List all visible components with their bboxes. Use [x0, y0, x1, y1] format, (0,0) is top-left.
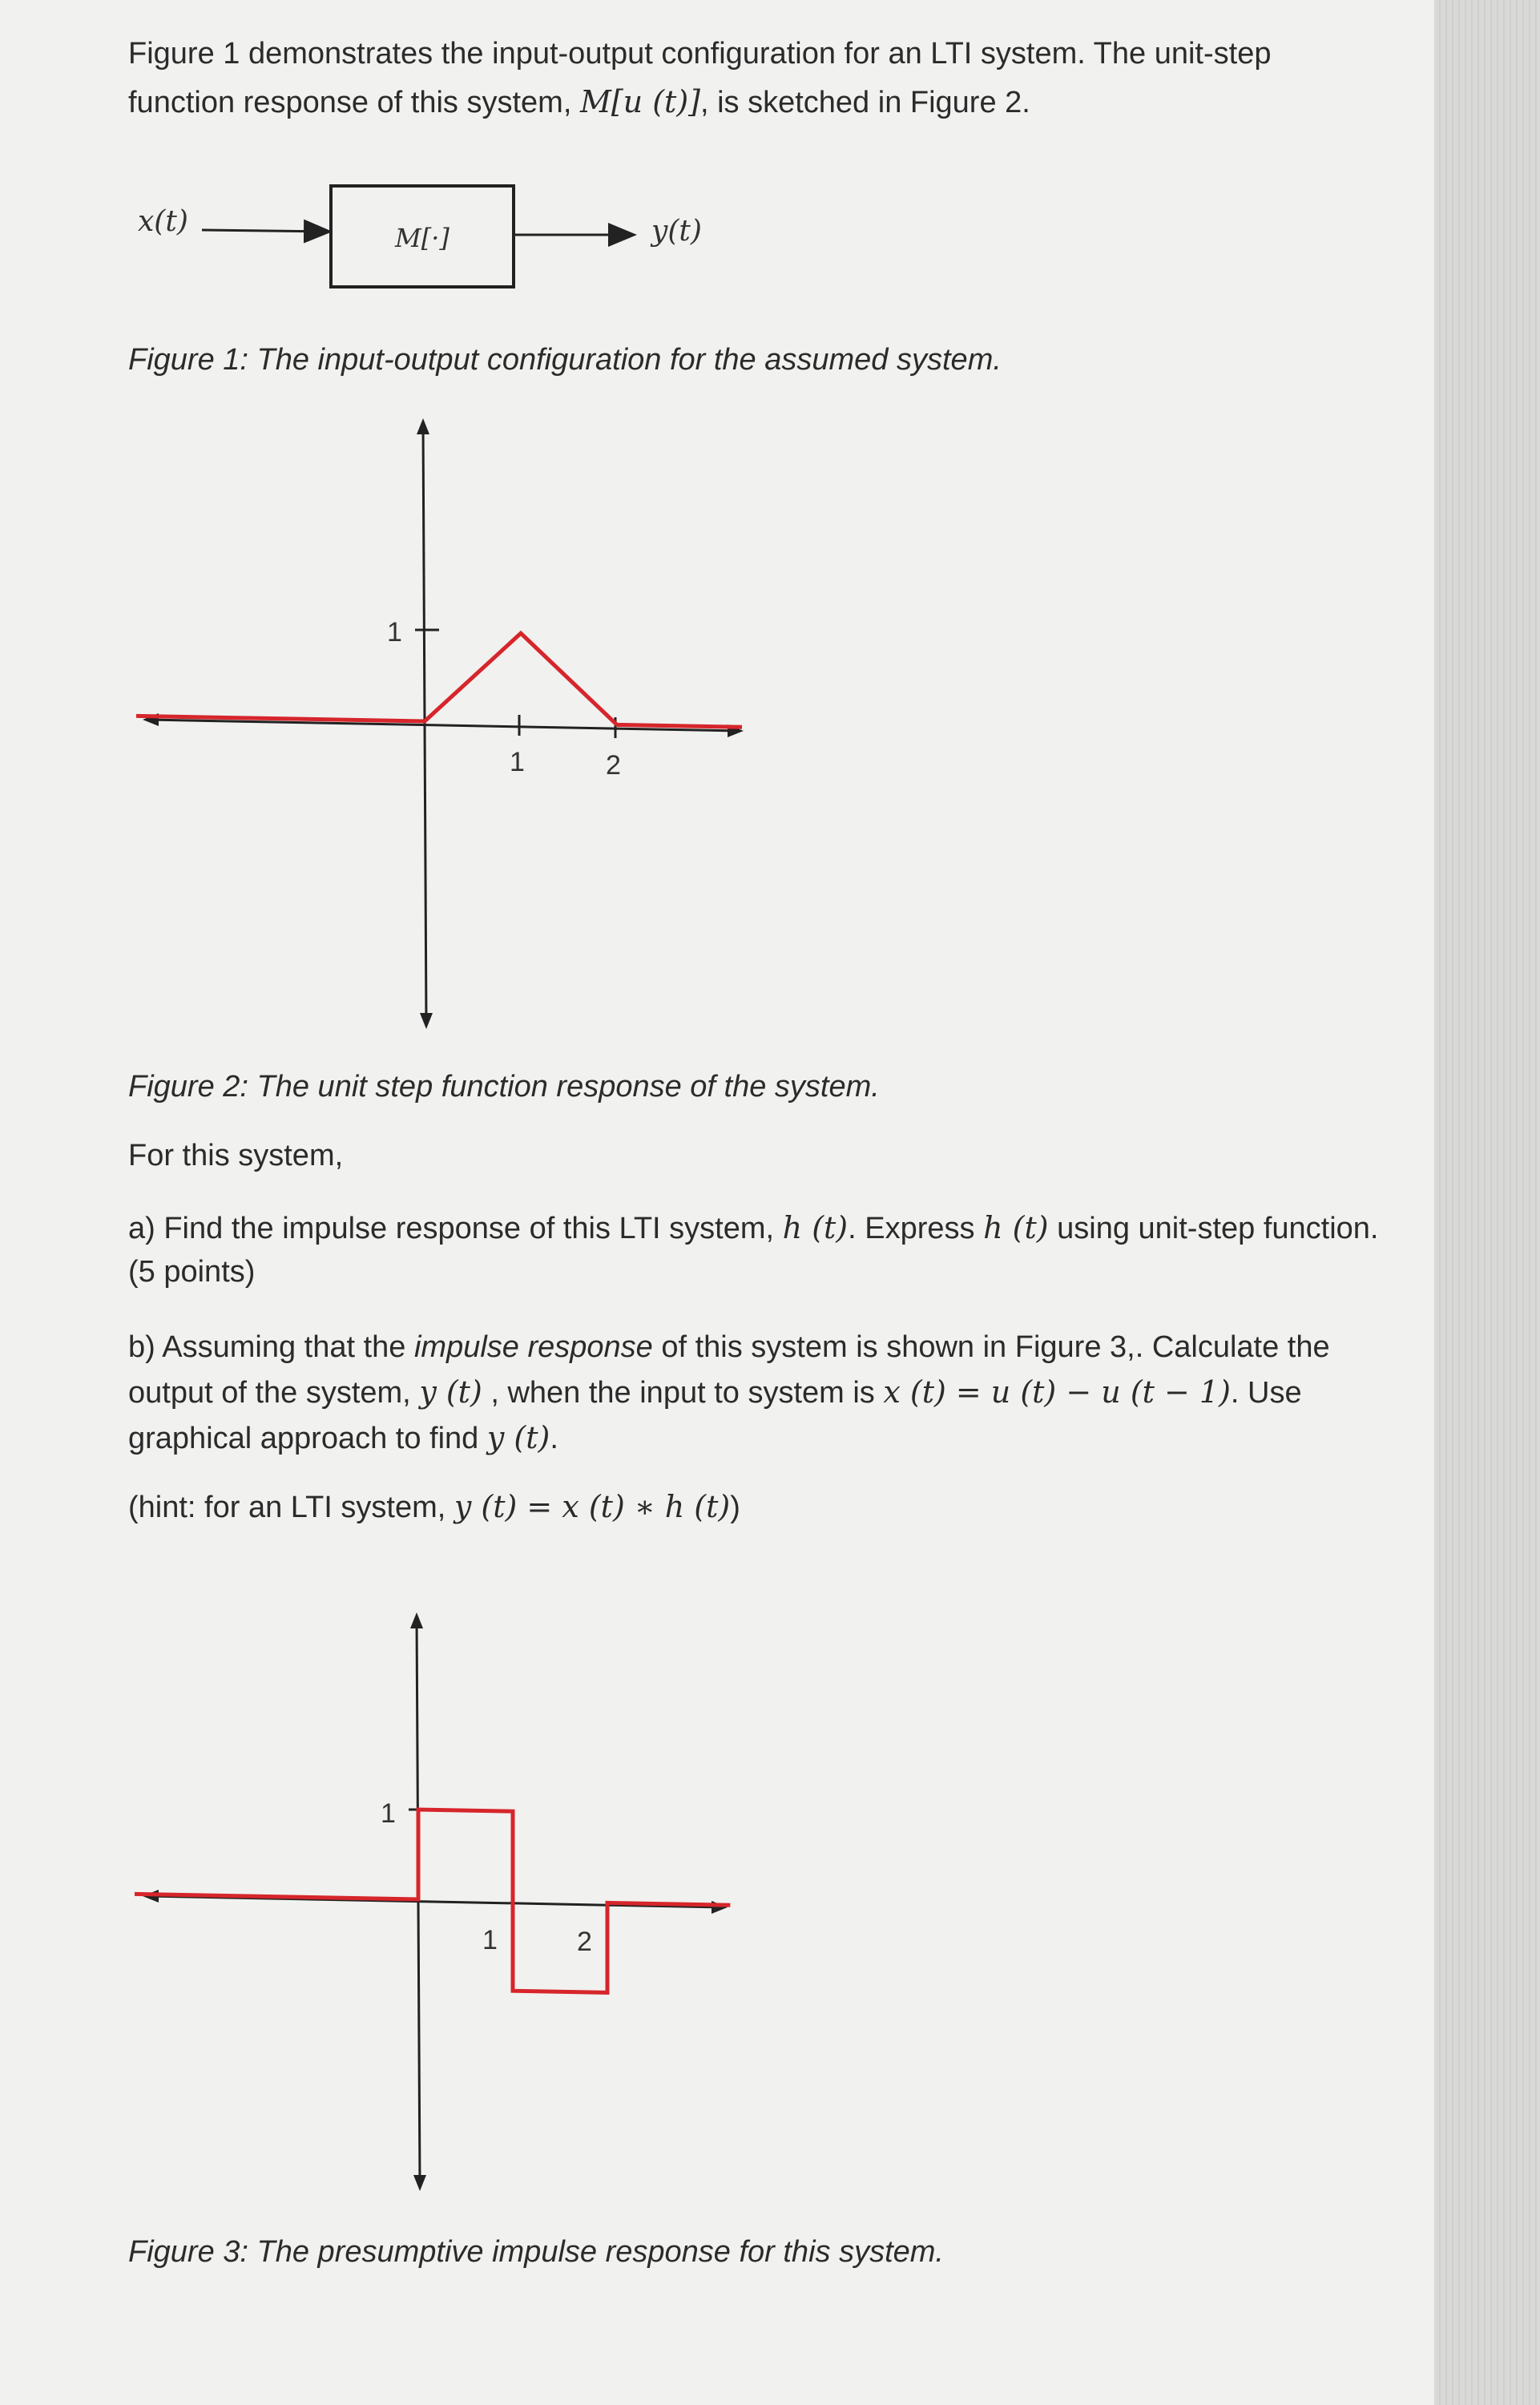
hint-text-end: ) — [730, 1491, 740, 1524]
qb-emphasis: impulse response — [413, 1330, 653, 1364]
qb-text-end: of this system is shown in Figure 3,. Calculate the — [652, 1330, 1330, 1364]
fig3-y-axis-arrow-down — [413, 2175, 426, 2191]
qb2-text: output of the system, — [128, 1376, 420, 1410]
fig2-ytick-1: 1 — [387, 617, 402, 648]
math-h-t: h (t) — [782, 1210, 849, 1245]
fig2-xtick-1: 1 — [510, 747, 525, 777]
fig2-xtick-2: 2 — [606, 750, 621, 781]
math-y-t-2: y (t) — [486, 1420, 550, 1455]
for-this-system: For this system, — [128, 1139, 344, 1172]
input-label: x(t) — [138, 205, 188, 238]
intro-text-end: , is sketched in Figure 2. — [699, 86, 1030, 119]
math-h-t-2: h (t) — [983, 1210, 1049, 1245]
math-x-t-def: x (t) = u (t) − u (t − 1) — [883, 1374, 1231, 1410]
math-convolution: y (t) = x (t) ∗ h (t) — [454, 1489, 731, 1524]
intro-text: function response of this system, — [128, 86, 580, 119]
question-a-line-2: (5 points) — [128, 1255, 256, 1289]
hint-text: (hint: for an LTI system, — [128, 1491, 454, 1524]
fig3-xtick-1: 1 — [482, 1925, 498, 1955]
qb2-text-end: . Use — [1230, 1376, 1302, 1410]
fig3-y-axis-arrow-up — [410, 1612, 423, 1628]
qa-text-mid: . Express — [848, 1212, 984, 1245]
qb2-text-mid: , when the input to system is — [482, 1376, 884, 1410]
qa-text: a) Find the impulse response of this LTI system, — [128, 1212, 783, 1245]
intro-line-1: Figure 1 demonstrates the input-output configuration for an LTI system. The unit-step — [128, 37, 1272, 71]
figure-1-caption: Figure 1: The input-output configuration for the assumed system. — [128, 343, 1002, 377]
qb-text: b) Assuming that the — [128, 1330, 414, 1364]
figure-2-caption: Figure 2: The unit step function response of the system. — [128, 1070, 880, 1104]
fig3-x-axis-arrow-right — [712, 1901, 728, 1914]
output-label: y(t) — [651, 215, 702, 248]
qa-text-end: using unit-step function. — [1048, 1212, 1379, 1245]
qb3-text: graphical approach to find — [128, 1422, 487, 1455]
fig3-y-axis — [417, 1617, 420, 2186]
fig3-xtick-2: 2 — [577, 1927, 592, 1957]
qb3-text-end: . — [550, 1422, 558, 1455]
math-M-u-t: M[u (t)] — [579, 84, 700, 119]
block-label: M[·] — [395, 223, 450, 253]
figure-3-caption: Figure 3: The presumptive impulse response for this system. — [128, 2235, 944, 2269]
fig3-ytick-1: 1 — [381, 1798, 396, 1829]
math-y-t: y (t) — [419, 1374, 482, 1410]
